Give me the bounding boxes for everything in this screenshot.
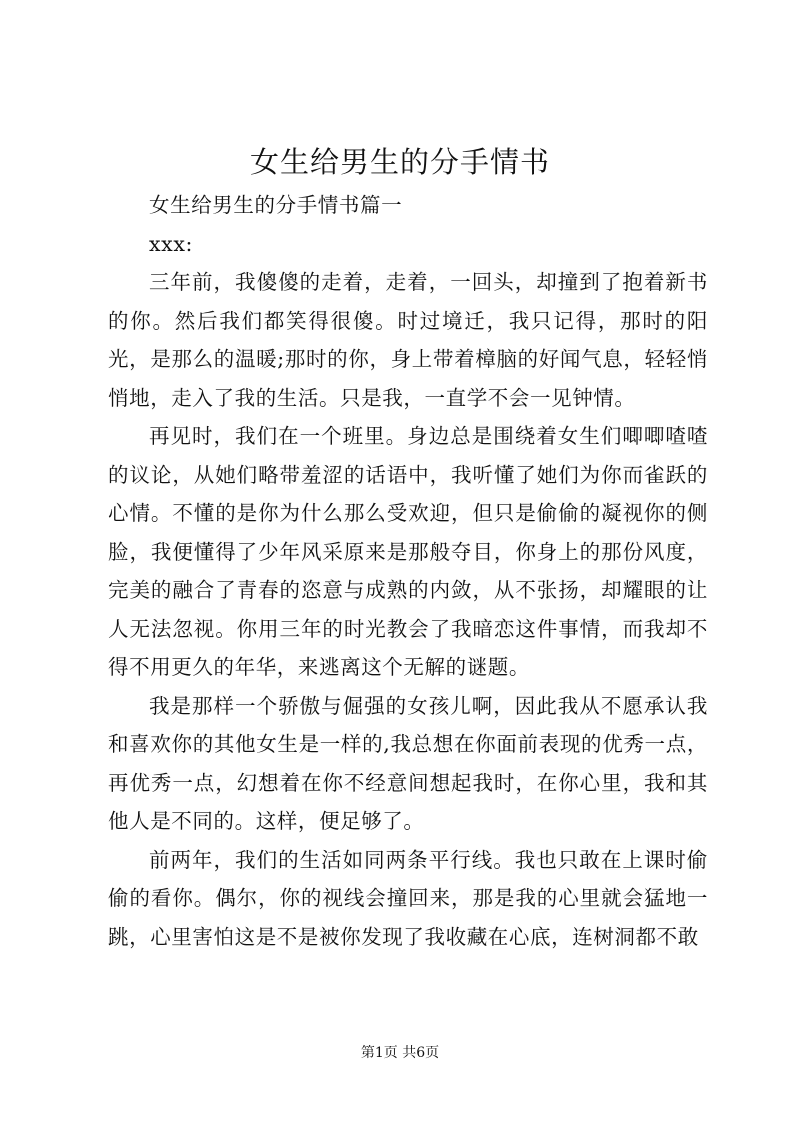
subtitle-paragraph: 女生给男生的分手情书篇一: [149, 193, 403, 217]
document-body: [108, 186, 708, 956]
body-paragraph: 前两年，我们的生活如同两条平行线。我也只敢在上课时偷偷的看你。偶尔，你的视线会撞回来，那是我的心里就会猛地一跳，心里害怕这是不是被你发现了我收藏在心底，连树洞都不敢: [108, 847, 708, 949]
body-paragraph: 我是那样一个骄傲与倔强的女孩儿啊，因此我从不愿承认我和喜欢你的其他女生是一样的,我总想在你面前表现的优秀一点，再优秀一点，幻想着在你不经意间想起我时，在你心里，我和其他人是不同的。这样，便足够了。: [108, 693, 708, 833]
document-title: 女生给男生的分手情书: [249, 145, 550, 179]
body-paragraph: 再见时，我们在一个班里。身边总是围绕着女生们唧唧喳喳的议论，从她们略带羞涩的话语中，我听懂了她们为你而雀跃的心情。不懂的是你为什么那么受欢迎，但只是偷偷的凝视你的侧脸，我便懂得了少年风采原来是那般夺目，你身上的那份风度，完美的融合了青春的恣意与成熟的内敛，从不张扬，却耀眼的让人无法忽视。你用三年的时光教会了我暗恋这件事情，而我却不得不用更久的年华，来逃离这个无解的谜题。: [108, 424, 708, 679]
body-paragraph: 三年前，我傻傻的走着，走着，一回头，却撞到了抱着新书的你。然后我们都笑得很傻。时过境迁，我只记得，那时的阳光，是那么的温暖;那时的你，身上带着樟脑的好闻气息，轻轻悄悄地，走入了我的生活。只是我，一直学不会一见钟情。: [108, 270, 708, 410]
page-number-footer: 第1页 共6页: [360, 1045, 440, 1061]
salutation-paragraph: xxx:: [149, 231, 193, 256]
